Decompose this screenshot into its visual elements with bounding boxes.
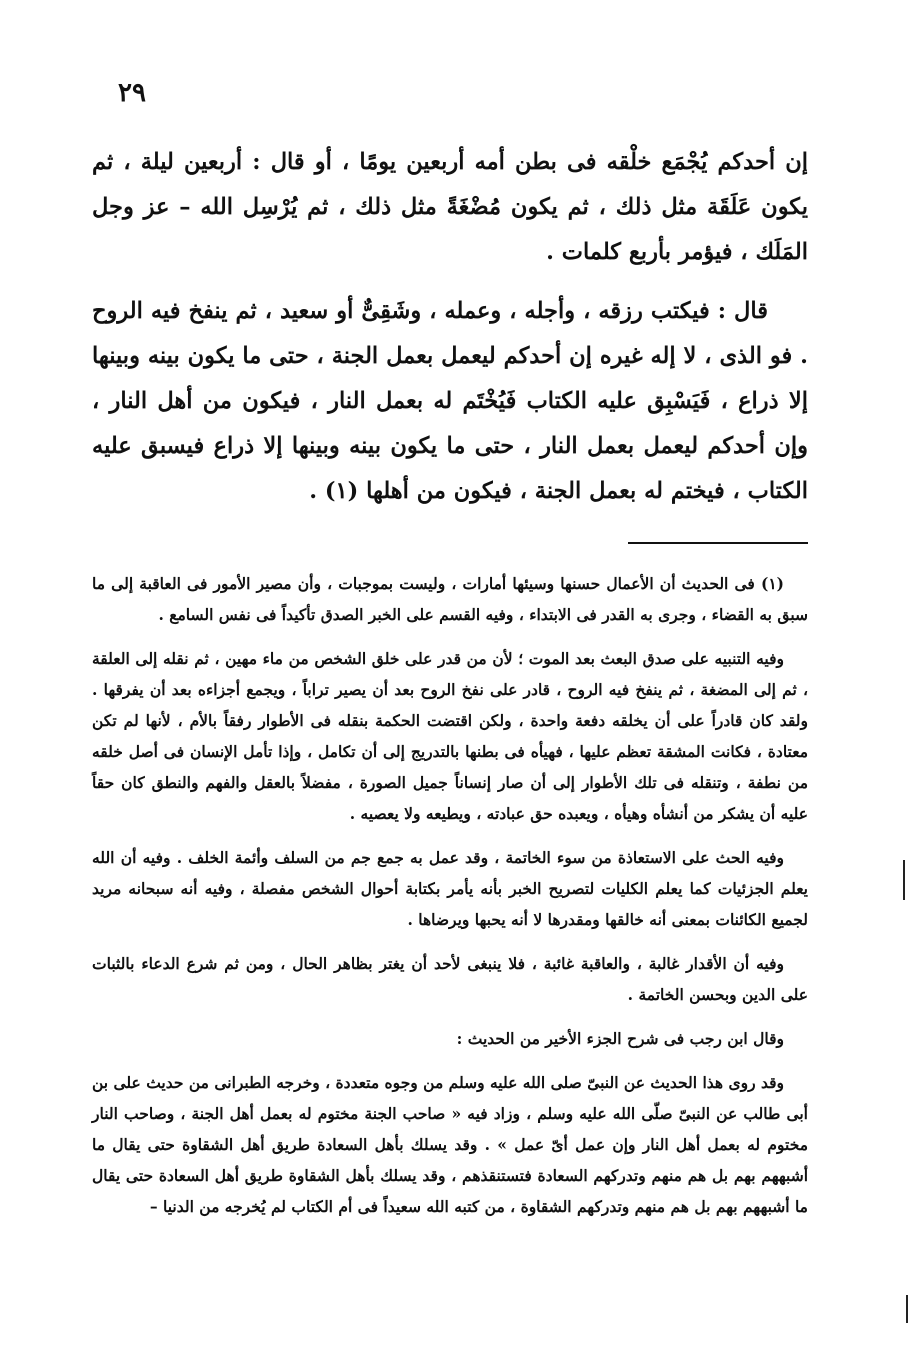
- footnote-paragraph: وقد روى هذا الحديث عن النبىّ صلى الله عليه وسلم من وجوه متعددة ، وخرجه الطبرانى من حديث على بن أبى طالب عن النبىّ صلّى الله عليه وسلم ، وزاد فيه « صاحب الجنة مختوم له بعمل أهل الجنة ، وصاحب النار مختوم له بعمل أهل النار وإن عمل أىّ عمل » . وقد يسلك بأهل السعادة طريق أهل الشقاوة حتى يقال ما أشبههم بهم بل هم منهم وتدركهم السعادة فتستنقذهم ، وقد يسلك بأهل الشقاوة طريق أهل السعادة حتى يقال ما أشبههم بهم بل هم منهم وتدركهم الشقاوة ، من كتبه الله سعيداً فى أم الكتاب لم يُخرجه من الدنيا –: [91, 1073, 808, 1216]
- main-paragraph: قال : فيكتب رزقه ، وأجله ، وعمله ، وشَقِىٌّ أو سعيد ، ثم ينفخ فيه الروح . فو الذى ، لا إله غيره إن أحدكم ليعمل بعمل الجنة ، حتى ما يكون بينه وبينها إلا ذراع ، فَيَسْبِق عليه الكتاب فَيُخْتَم له بعمل النار ، فيكون من أهل النار ، وإن أحدكم ليعمل بعمل النار ، حتى ما يكون بينه وبينها إلا ذراع فيسبق عليه الكتاب ، فيختم له بعمل الجنة ، فيكون من أهلها (١) .: [92, 298, 808, 504]
- scan-edge-mark: [903, 860, 905, 900]
- footnote-paragraph: وقال ابن رجب فى شرح الجزء الأخير من الحديث :: [456, 1029, 784, 1048]
- main-text: [92, 140, 808, 514]
- page-number: ٢٩: [118, 78, 146, 108]
- footnote-paragraph: (١) فى الحديث أن الأعمال حسنها وسيئها أمارات ، وليست بموجبات ، وأن مصير الأمور فى العاقبة إلى ما سبق به القضاء ، وجرى به القدر فى الابتداء ، وفيه القسم على الخبر الصدق تأكيداً فى نفس السامع .: [92, 574, 808, 624]
- footnote-separator: [628, 542, 808, 544]
- scan-edge-mark: [906, 1295, 908, 1323]
- footnote-paragraph: وفيه التنبيه على صدق البعث بعد الموت ؛ لأن من قدر على خلق الشخص من ماء مهين ، ثم نقله إلى العلقة ، ثم إلى المضغة ، ثم ينفخ فيه الروح ، قادر على نفخ الروح بعد أن يصير تراباً ، ويجمع أجزاءه بعد أن يفرقها . ولقد كان قادراً على أن يخلقه دفعة واحدة ، ولكن اقتضت الحكمة بنقله فى الأطوار رفقاً بالأم ، لأنها لم تكن معتادة ، فكانت المشقة تعظم عليها ، فهيأه فى بطنها بالتدريج إلى أن تكامل ، وإذا تأمل الإنسان فى أصل خلقه من نطفة ، وتنقله فى تلك الأطوار إلى أن صار إنساناً جميل الصورة ، مفضلاً بالعقل والفهم والنطق كان حقاً عليه أن يشكر من أنشأه وهيأه ، ويعبده حق عبادته ، ويطيعه ولا يعصيه .: [92, 649, 808, 823]
- footnote-paragraph: وفيه أن الأقدار غالبة ، والعاقبة غائبة ، فلا ينبغى لأحد أن يغتر بظاهر الحال ، ومن ثم شرع الدعاء بالثبات على الدين وبحسن الخاتمة .: [92, 954, 808, 1004]
- footnote-paragraph: وفيه الحث على الاستعاذة من سوء الخاتمة ، وقد عمل به جمع جم من السلف وأئمة الخلف . وفيه أن الله يعلم الجزئيات كما يعلم الكليات لتصريح الخبر بأنه يأمر بكتابة أحوال الشخص مفصلة ، وفيه أنه سبحانه مريد لجميع الكائنات بمعنى أنه خالقها ومقدرها لا أنه يحبها ويرضاها .: [92, 848, 808, 929]
- main-paragraph: إن أحدكم يُجْمَع خلْقه فى بطن أمه أربعين يومًا ، أو قال : أربعين ليلة ، ثم يكون عَلَقَة مثل ذلك ، ثم يكون مُضْغَةً مثل ذلك ، ثم يُرْسِل الله – عز وجل المَلَك ، فيؤمر بأربع كلمات .: [92, 149, 808, 265]
- footnotes: [92, 568, 808, 1235]
